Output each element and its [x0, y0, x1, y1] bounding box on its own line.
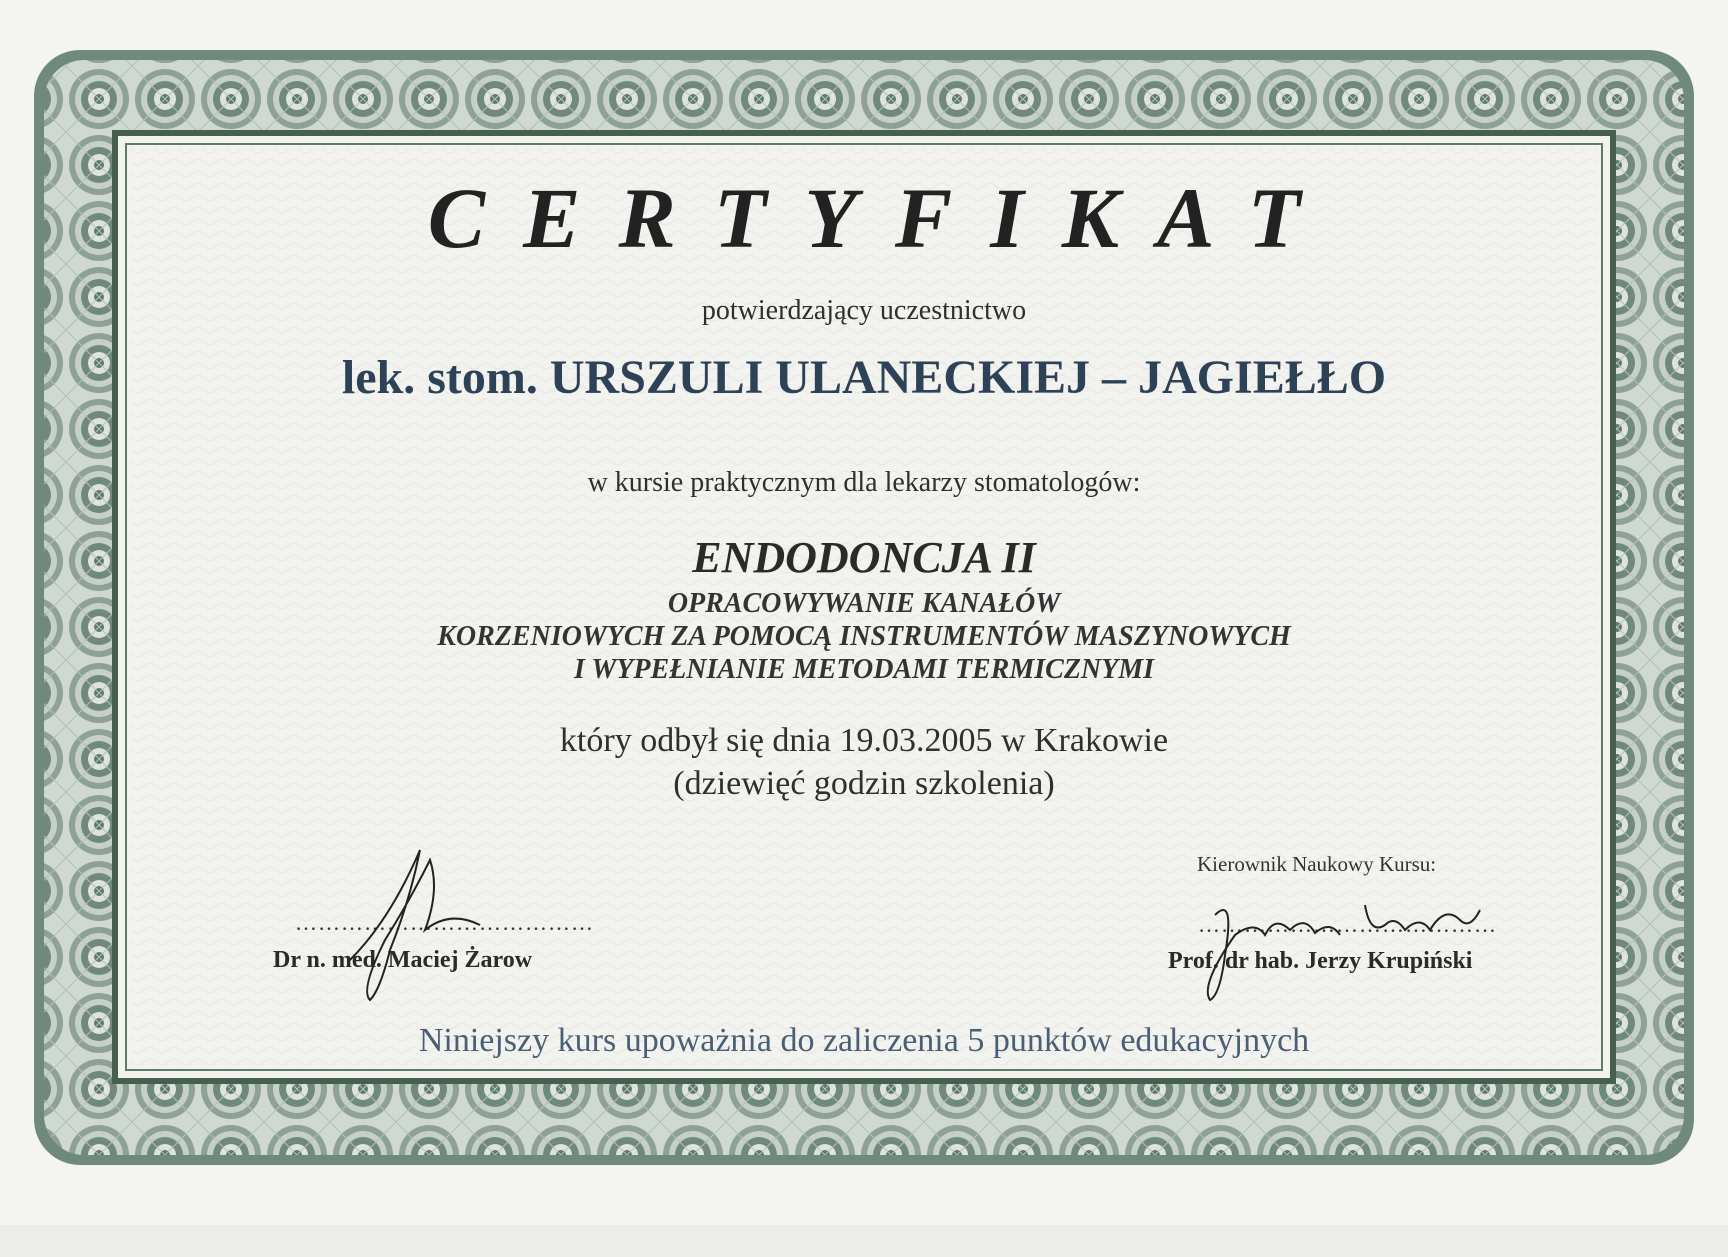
signature-line-right: ………………………………… [1198, 912, 1497, 937]
signatory-left-name: Dr n. med. Maciej Żarow [273, 947, 533, 973]
certificate-title: CERTYFIKAT [427, 170, 1339, 266]
course-subtitle-line: I WYPEŁNIANIE METODAMI TERMICZNYMI [573, 654, 1155, 685]
signatory-right-role: Kierownik Naukowy Kursu: [1197, 852, 1437, 876]
signature-line-left: ………………………………… [295, 910, 594, 935]
course-intro: w kursie praktycznym dla lekarzy stomatologów: [587, 467, 1141, 498]
signatory-right-name: Prof. dr hab. Jerzy Krupiński [1168, 948, 1473, 974]
course-subtitle-line: OPRACOWYWANIE KANAŁÓW [667, 588, 1061, 619]
education-points-note: Niniejszy kurs upoważnia do zaliczenia 5 punktów edukacyjnych [418, 1022, 1310, 1059]
certificate-subtitle: potwierdzający uczestnictwo [701, 295, 1027, 326]
training-hours: (dziewięć godzin szkolenia) [673, 765, 1055, 802]
event-date-place: który odbył się dnia 19.03.2005 w Krakowie [559, 722, 1169, 759]
course-title: ENDODONCJA II [692, 533, 1036, 582]
handwritten-signature-left [330, 840, 490, 1010]
recipient-name: lek. stom. URSZULI ULANECKIEJ – JAGIEŁŁO [341, 351, 1387, 404]
course-subtitle-line: KORZENIOWYCH ZA POMOCĄ INSTRUMENTÓW MASZYNOWYCH [437, 621, 1291, 652]
handwritten-signature-right [1195, 875, 1495, 1015]
